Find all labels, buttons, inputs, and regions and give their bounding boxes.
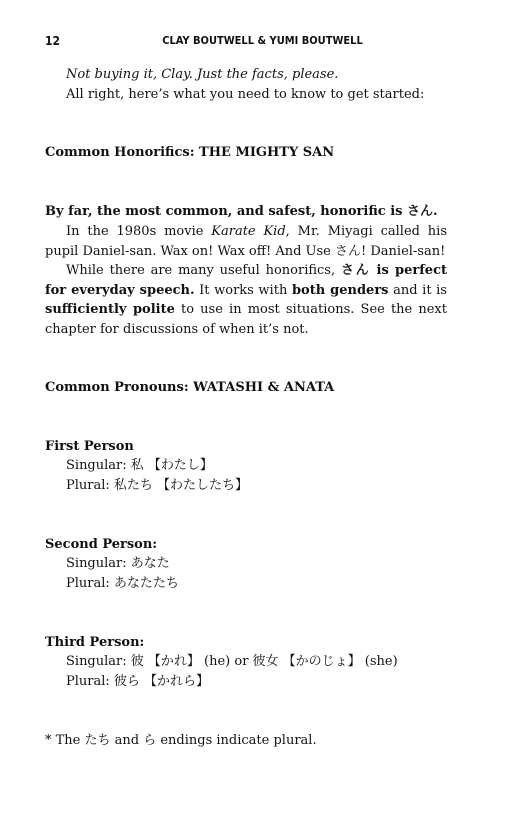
pronouns-heading: Common Pronouns: WATASHI & ANATA	[45, 380, 335, 395]
second-person-singular: Singular: あなた	[66, 556, 170, 571]
p2-text-a: While there are many useful honorifics,	[66, 263, 341, 278]
page-number: 12	[45, 34, 61, 48]
honorifics-paragraph-2	[45, 261, 447, 339]
third-person-title: Third Person:	[45, 635, 145, 650]
p2-text-d: to use in most situations. See the next chapter for discussions of when it’s not.	[45, 302, 447, 337]
p2-text-c: and it is	[388, 282, 447, 298]
third-person-plural: Plural: 彼ら 【かれら】	[66, 674, 210, 689]
first-person-plural: Plural: 私たち 【わたしたち】	[66, 478, 249, 493]
honorifics-paragraph-1	[45, 222, 447, 261]
p2-bold-3: sufficiently polite	[45, 302, 175, 317]
first-person-singular: Singular: 私 【わたし】	[66, 458, 213, 473]
first-person-title: First Person	[45, 439, 134, 454]
intro-line: All right, here’s what you need to know to get started:	[66, 87, 425, 102]
second-person-plural: Plural: あなたたち	[66, 576, 179, 591]
p2-text-b: It works with	[194, 282, 292, 298]
honorifics-heading: Common Honorifics: THE MIGHTY SAN	[45, 145, 335, 160]
running-title: CLAY BOUTWELL & YUMI BOUTWELL	[162, 34, 363, 47]
p1-movie-title: Karate Kid	[211, 224, 286, 239]
p2-bold-2: both genders	[291, 282, 389, 298]
intro-quote: Not buying it, Clay. Just the facts, please.	[66, 67, 339, 82]
honorifics-lead: By far, the most common, and safest, honorific is さん.	[45, 204, 438, 219]
p1-text-a: In the 1980s movie	[66, 224, 212, 239]
second-person-title: Second Person:	[45, 537, 158, 552]
footnote: * The たち and ら endings indicate plural.	[45, 733, 317, 748]
p1-text-b: , Mr. Miyagi called his pupil Daniel-san. Wax on! Wax off! And Use さん! Daniel-san!	[45, 224, 448, 259]
p2-bold-1: さん is perfect for everyday speech.	[45, 263, 447, 298]
third-person-singular: Singular: 彼 【かれ】 (he) or 彼女 【かのじょ】 (she)	[66, 654, 398, 669]
